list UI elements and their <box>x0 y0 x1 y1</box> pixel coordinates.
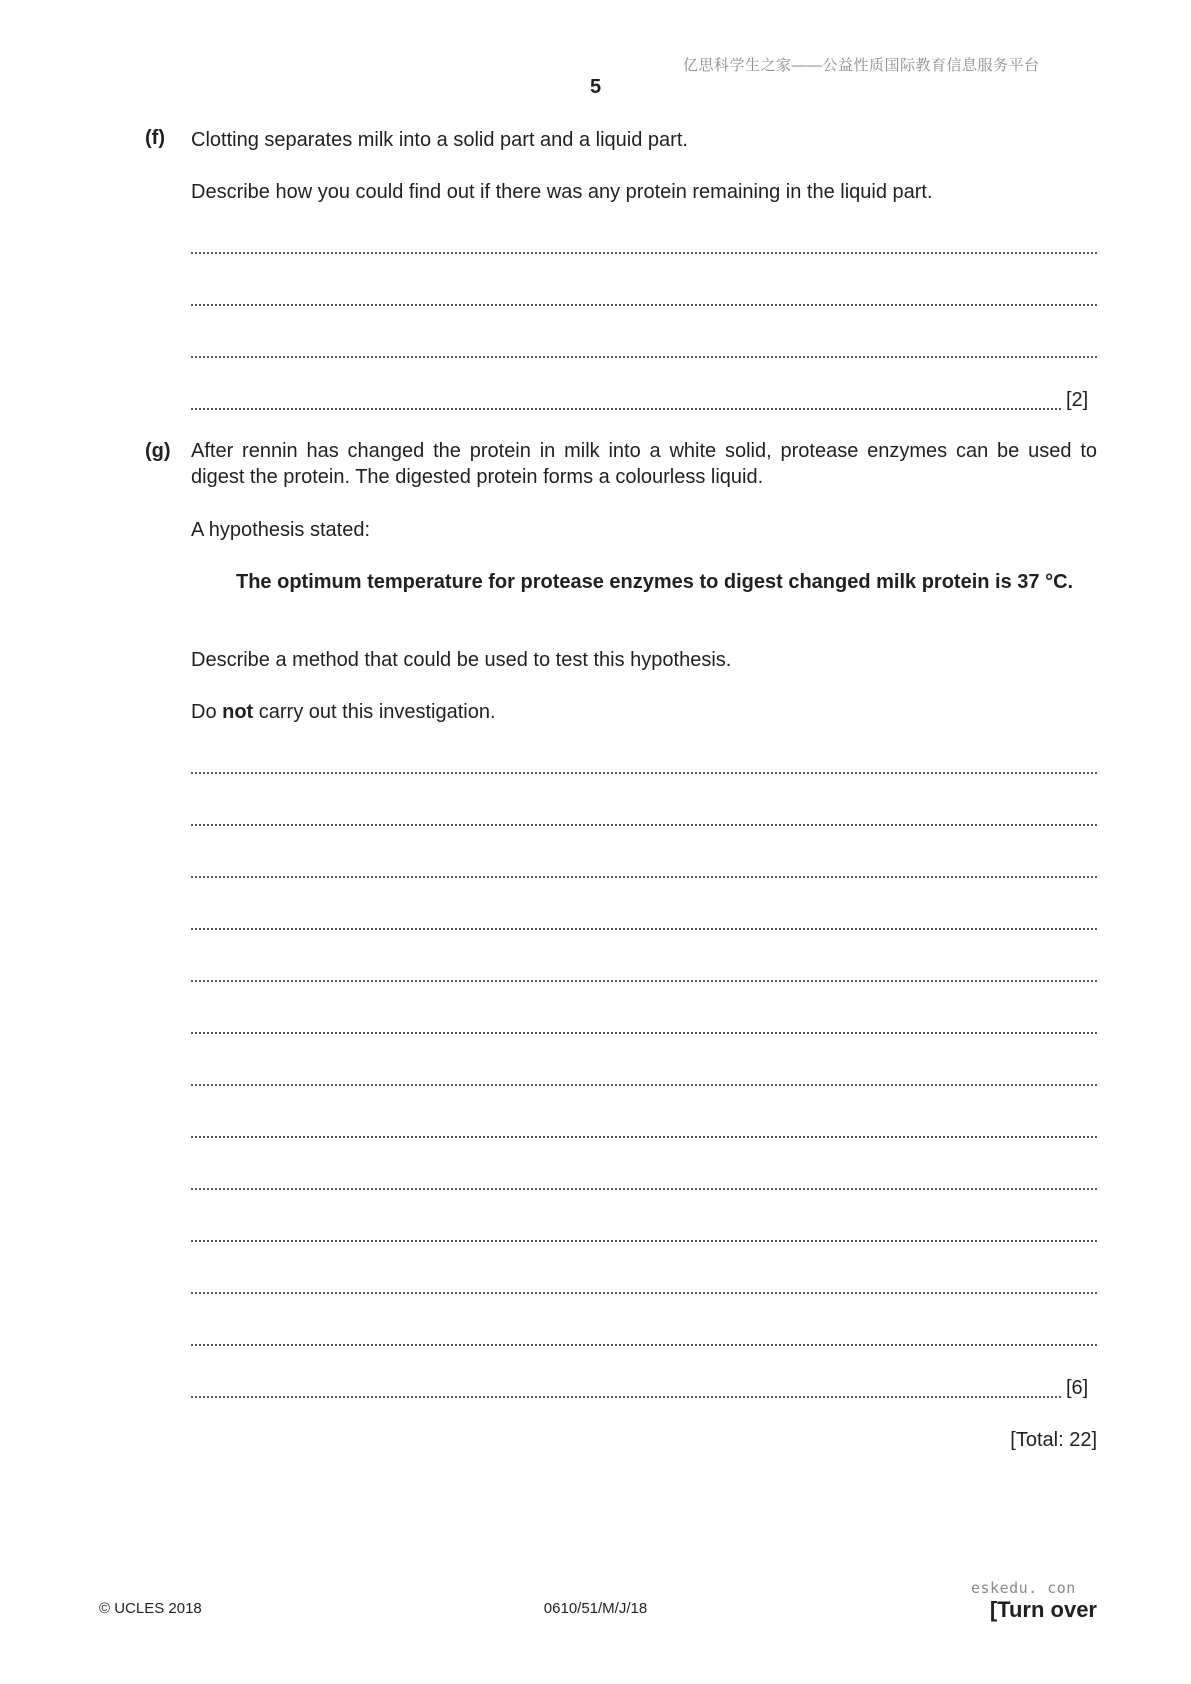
answer-line[interactable] <box>191 906 1097 930</box>
caution-post: carry out this investigation. <box>253 701 496 723</box>
question-f-marks: [2] <box>1066 389 1089 411</box>
answer-line[interactable] <box>191 1374 1061 1398</box>
question-g-label: (g) <box>145 440 171 462</box>
hypothesis-statement: The optimum temperature for protease enzymes to digest changed milk protein is 37 °C. <box>236 571 1074 593</box>
question-g-caution <box>191 699 1097 725</box>
copyright-text: © UCLES 2018 <box>99 1600 202 1617</box>
answer-line[interactable] <box>191 334 1097 358</box>
paper-code: 0610/51/M/J/18 <box>543 1600 648 1617</box>
answer-line[interactable] <box>191 1114 1097 1138</box>
answer-line[interactable] <box>191 386 1061 410</box>
page-number: 5 <box>589 76 602 98</box>
answer-line[interactable] <box>191 1218 1097 1242</box>
answer-line[interactable] <box>191 1322 1097 1346</box>
question-g-instruction: Describe a method that could be used to test this hypothesis. <box>191 649 732 671</box>
answer-line[interactable] <box>191 282 1097 306</box>
question-f-label: (f) <box>145 127 165 149</box>
site-watermark: eskedu. con <box>971 1579 1076 1597</box>
answer-line[interactable] <box>191 802 1097 826</box>
hypothesis-lead: A hypothesis stated: <box>191 519 371 541</box>
question-f-instruction: Describe how you could find out if there was any protein remaining in the liquid part. <box>191 181 933 203</box>
answer-line[interactable] <box>191 750 1097 774</box>
caution-pre: Do <box>191 701 223 723</box>
answer-line[interactable] <box>191 1166 1097 1190</box>
answer-line[interactable] <box>191 1270 1097 1294</box>
answer-line[interactable] <box>191 1010 1097 1034</box>
turn-over-text: [Turn over <box>989 1597 1097 1622</box>
answer-line[interactable] <box>191 854 1097 878</box>
total-marks: [Total: 22] <box>1010 1429 1097 1451</box>
watermark-text: 亿思科学生之家——公益性质国际教育信息服务平台 <box>683 57 1040 74</box>
caution-bold: not <box>222 701 254 723</box>
question-g-intro: After rennin has changed the protein in milk into a white solid, protease enzymes can be used to digest the protein. The digested protein forms a colourless liquid. <box>191 440 1097 488</box>
question-g-marks: [6] <box>1066 1377 1089 1399</box>
answer-line[interactable] <box>191 1062 1097 1086</box>
answer-line[interactable] <box>191 230 1097 254</box>
answer-line[interactable] <box>191 958 1097 982</box>
question-f-statement: Clotting separates milk into a solid part and a liquid part. <box>191 129 688 151</box>
